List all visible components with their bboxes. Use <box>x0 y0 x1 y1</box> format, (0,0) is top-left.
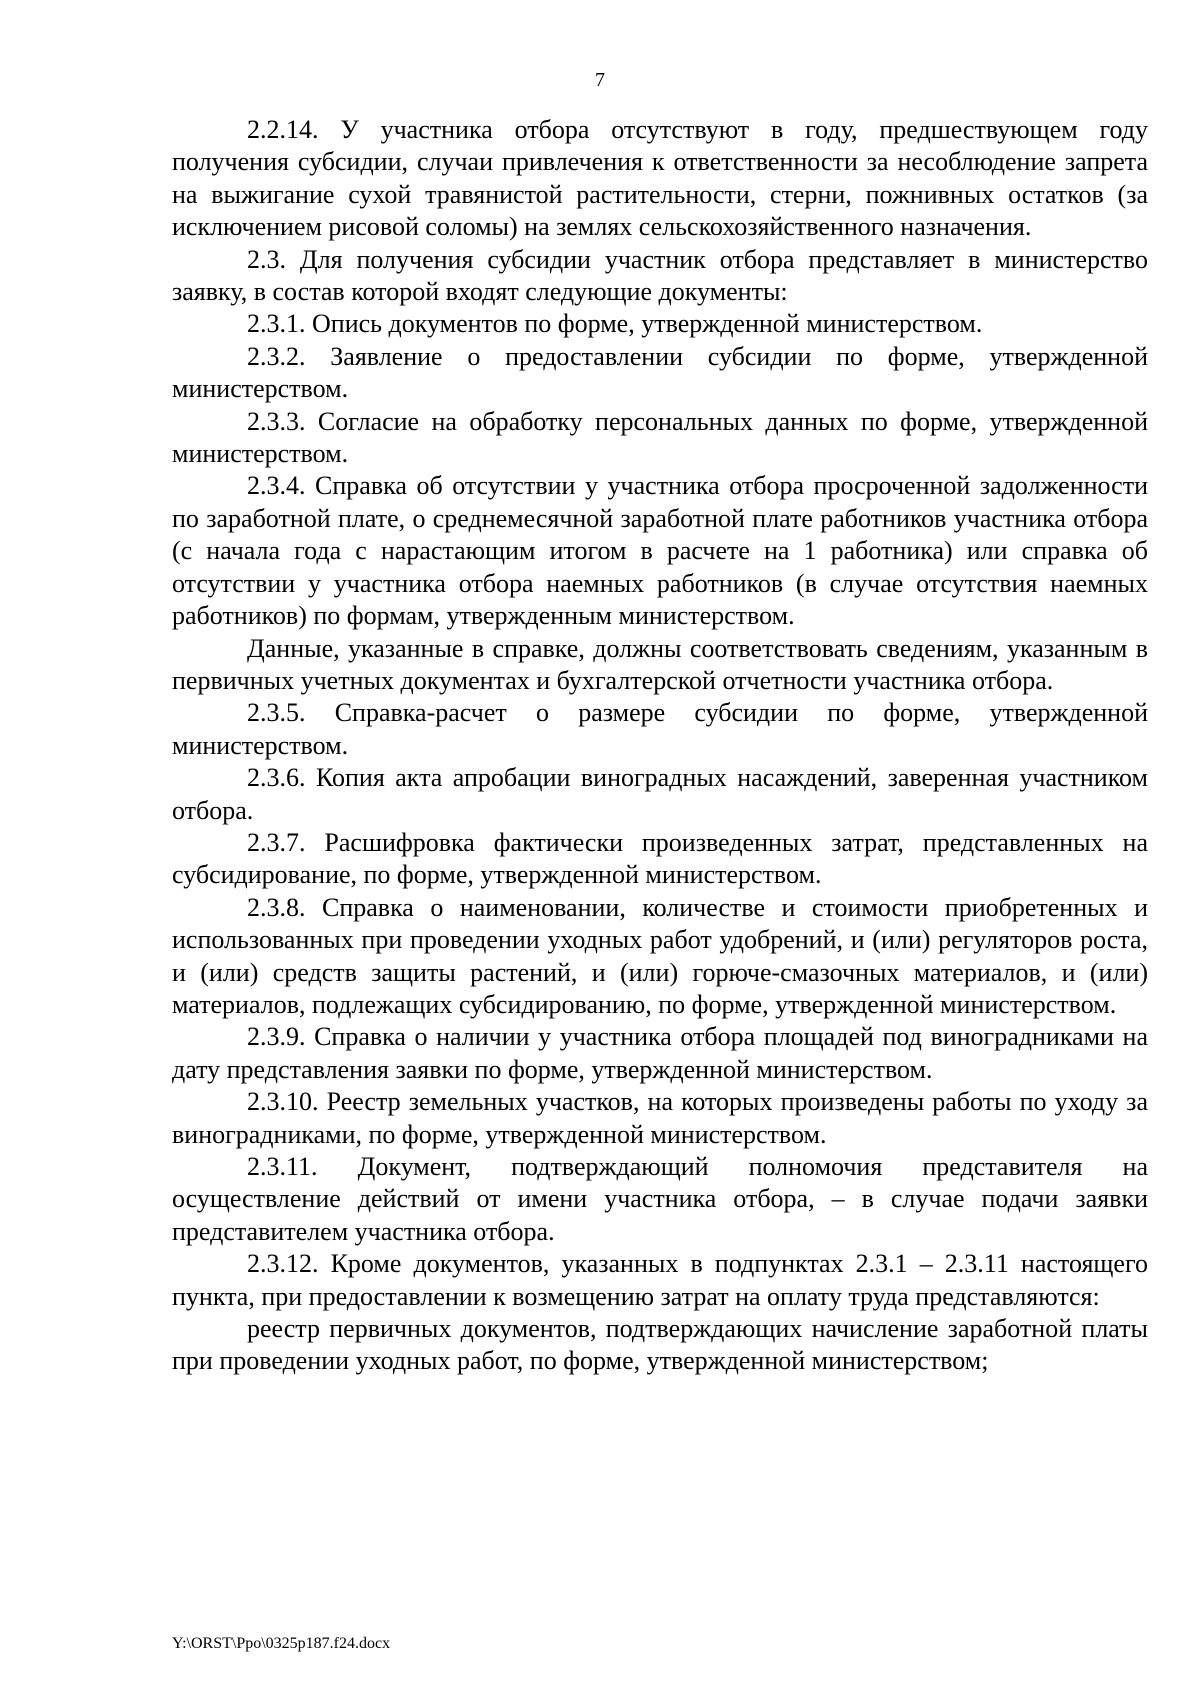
paragraph-2-3-8: 2.3.8. Справка о наименовании, количестве и стоимости приобретенных и использованных при проведении уходных работ удобрений, и (или) регуляторов роста, и (или) средств защиты растений, и (или) горюче-смазочных материалов, и (или) материалов, подлежащих субсидированию, по форме, утвержденной министерством. <box>172 892 1148 1019</box>
paragraph-2-3-12: 2.3.12. Кроме документов, указанных в подпунктах 2.3.1 – 2.3.11 настоящего пункта, при предоставлении к возмещению затрат на оплату труда представляются: <box>172 1249 1148 1311</box>
paragraph-payroll-register: реестр первичных документов, подтверждающих начисление заработной платы при проведении уходных работ, по форме, утвержденной министерством; <box>172 1314 1148 1376</box>
paragraph-2-3-3: 2.3.3. Согласие на обработку персональных данных по форме, утвержденной министерством. <box>172 406 1148 469</box>
paragraph-2-2-14: 2.2.14. У участника отбора отсутствуют в году, предшествующем году получения субсидии, случаи привлечения к ответственности за несоблюдение запрета на выжигание сухой травянистой растительности, стерни, пожнивных остатков (за исключением рисовой соломы) на землях сельскохозяйственного назначения. <box>172 115 1148 242</box>
paragraph-2-3-7: 2.3.7. Расшифровка фактически произведенных затрат, представленных на субсидирование, по форме, утвержденной министерством. <box>172 827 1148 890</box>
paragraph-2-3-11: 2.3.11. Документ, подтверждающий полномочия представителя на осуществление действий от имени участника отбора, – в случае подачи заявки представителем участника отбора. <box>172 1152 1148 1246</box>
document-body <box>172 114 1148 1378</box>
paragraph-2-3-5: 2.3.5. Справка-расчет о размере субсидии по форме, утвержденной министерством. <box>172 698 1148 760</box>
paragraph-2-3-6: 2.3.6. Копия акта апробации виноградных насаждений, заверенная участником отбора. <box>172 763 1148 825</box>
footer-file-path: Y:\ORST\Ppo\0325p187.f24.docx <box>172 1635 391 1652</box>
paragraph-2-3-4: 2.3.4. Справка об отсутствии у участника отбора просроченной задолженности по заработной плате, о среднемесячной заработной плате работников участника отбора (с начала года с нарастающим итогом в расчете на 1 работника) или справка об отсутствии у участника отбора наемных работников (в случае отсутствия наемных работников) по формам, утвержденным министерством. <box>172 471 1148 631</box>
paragraph-2-3-2: 2.3.2. Заявление о предоставлении субсидии по форме, утвержденной министерством. <box>172 341 1148 404</box>
paragraph-2-3-1: 2.3.1. Опись документов по форме, утвержденной министерством. <box>247 309 983 339</box>
paragraph-2-3-4-note: Данные, указанные в справке, должны соответствовать сведениям, указанным в первичных учетных документах и бухгалтерской отчетности участника отбора. <box>172 633 1148 695</box>
paragraph-2-3-9: 2.3.9. Справка о наличии у участника отбора площадей под виноградниками на дату представления заявки по форме, утвержденной министерством. <box>172 1022 1148 1084</box>
paragraph-2-3-10: 2.3.10. Реестр земельных участков, на которых произведены работы по уходу за виноградниками, по форме, утвержденной министерством. <box>172 1087 1148 1149</box>
paragraph-2-3: 2.3. Для получения субсидии участник отбора представляет в министерство заявку, в состав которой входят следующие документы: <box>172 244 1148 307</box>
page-number: 7 <box>595 69 605 91</box>
